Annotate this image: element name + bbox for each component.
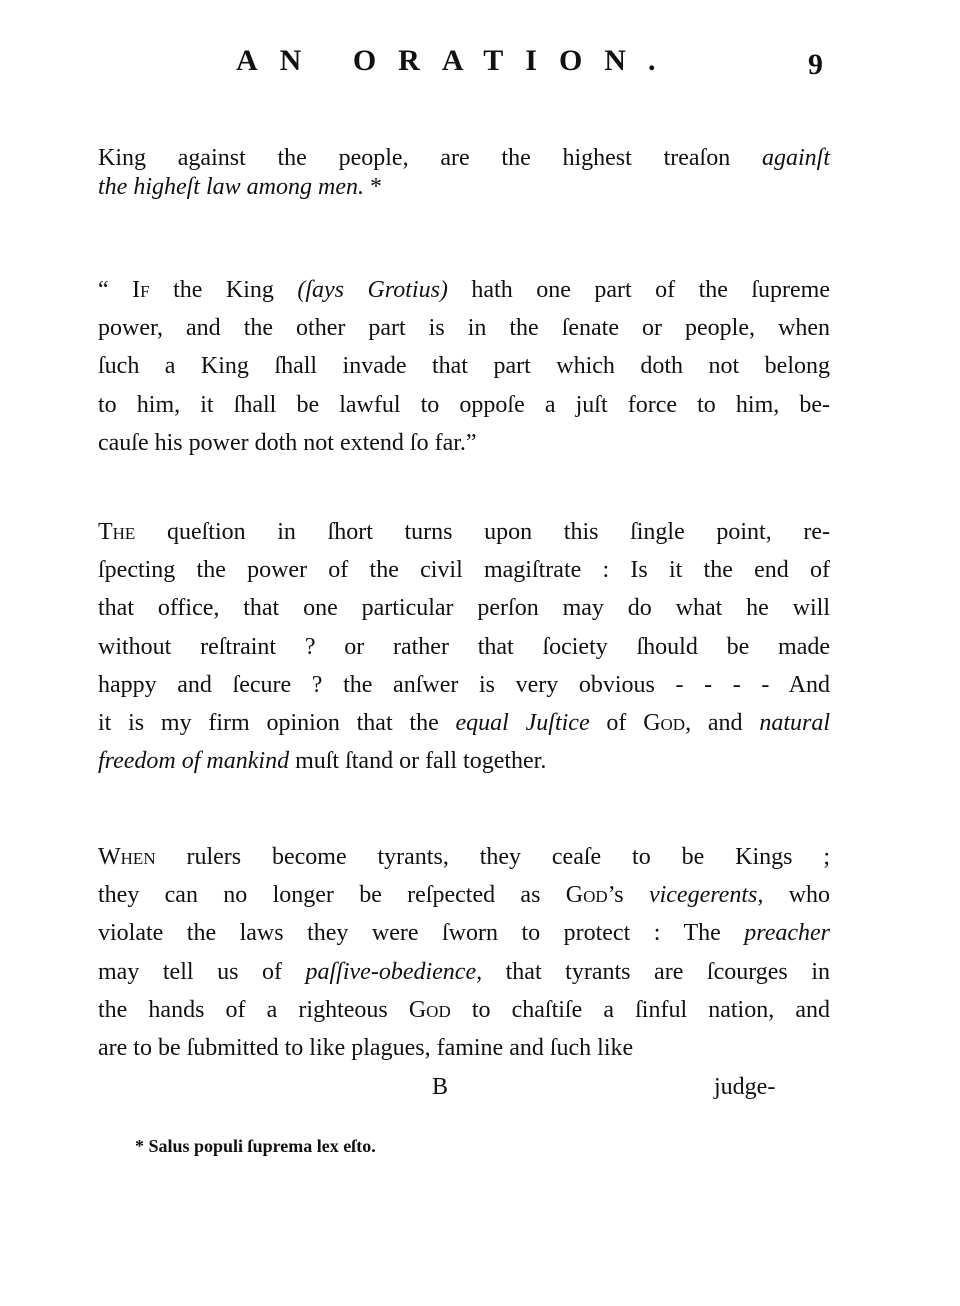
italic-text: (ſays Grotius) [297, 277, 448, 303]
text-segment: , and [685, 710, 760, 736]
text-line [98, 555, 830, 585]
text-line [98, 957, 830, 987]
running-header [0, 44, 960, 84]
text-segment: ſuch a King ſhall invade that part which doth not belong [98, 353, 830, 380]
text-segment: muſt ſtand or fall together. [289, 748, 547, 775]
text-segment: God [643, 710, 686, 736]
italic-text: equal Juſtice [455, 710, 590, 736]
text-line [98, 517, 830, 547]
italic-text: the higheſt law among men. [98, 174, 364, 200]
text-line [98, 746, 830, 776]
text-segment: without reſtraint ? or rather that ſociety ſhould be made [98, 633, 830, 660]
signature-mark: B [432, 1074, 449, 1100]
text-segment: ſpecting the power of the civil magiſtrate : Is it the end of [98, 557, 830, 584]
text-segment: rulers become tyrants, they ceaſe to be Kings ; [155, 844, 830, 870]
text-segment: it is my firm opinion that the [98, 710, 456, 736]
text-segment: King against the people, are the highest treaſon [98, 145, 762, 171]
text-segment: God [408, 996, 451, 1023]
text-line [98, 143, 830, 173]
text-segment: may tell us of [98, 958, 306, 985]
text-segment: ’s [607, 882, 649, 909]
text-line [98, 428, 830, 458]
text-segment: they can no longer be reſpected as [98, 882, 566, 909]
text-line [98, 708, 830, 738]
text-line [98, 880, 830, 910]
text-line [98, 918, 830, 948]
italic-text: preacher [744, 920, 830, 947]
text-line [98, 351, 830, 381]
page-number: 9 [808, 48, 823, 81]
text-segment: * [363, 174, 382, 200]
text-segment: to him, it ſhall be lawful to oppoſe a juſt force to him, be- [98, 391, 830, 418]
text-segment: of [589, 710, 644, 736]
text-segment: the King [149, 277, 298, 303]
text-segment: cauſe his power doth not extend ſo far.” [98, 429, 477, 456]
text-segment: The [98, 519, 136, 545]
text-line [98, 632, 830, 662]
italic-text: againſt [761, 145, 830, 171]
text-line [98, 390, 830, 420]
text-segment: hath one part of the ſupreme [447, 277, 830, 303]
footnote: * Salus populi ſuprema lex eſto. [135, 1136, 376, 1156]
text-segment: who [763, 882, 830, 909]
text-segment: the hands of a righteous [98, 996, 409, 1023]
text-segment: power, and the other part is in the ſenate or people, when [98, 315, 830, 342]
text-segment: God [565, 882, 608, 909]
text-segment: When [98, 844, 156, 870]
text-segment: violate the laws they were ſworn to protect : The [98, 920, 745, 947]
catchword: judge- [714, 1074, 776, 1100]
text-segment: If [132, 277, 150, 303]
text-segment: that tyrants are ſcourges in [482, 958, 830, 985]
text-line [98, 1033, 830, 1063]
text-line [98, 593, 830, 623]
text-line [98, 995, 830, 1025]
running-title: AN ORATION. [236, 44, 678, 77]
text-line [98, 670, 830, 700]
text-line [98, 313, 830, 343]
text-segment: “ [98, 277, 133, 303]
text-line [98, 275, 830, 305]
text-segment: are to be ſubmitted to like plagues, famine and ſuch like [98, 1035, 634, 1061]
italic-text: paſſive-obedience, [305, 958, 483, 985]
text-segment: to chaſtiſe a ſinful nation, and [450, 996, 830, 1023]
text-line [98, 172, 830, 202]
text-segment: that office, that one particular perſon may do what he will [98, 595, 830, 622]
text-line [98, 842, 830, 872]
text-segment: queſtion in ſhort turns upon this ſingle point, re- [135, 519, 830, 545]
italic-text: freedom of mankind [98, 748, 290, 775]
italic-text: natural [759, 710, 831, 736]
italic-text: vicegerents, [648, 882, 764, 909]
text-segment: happy and ſecure ? the anſwer is very obvious - - - - And [98, 671, 830, 698]
